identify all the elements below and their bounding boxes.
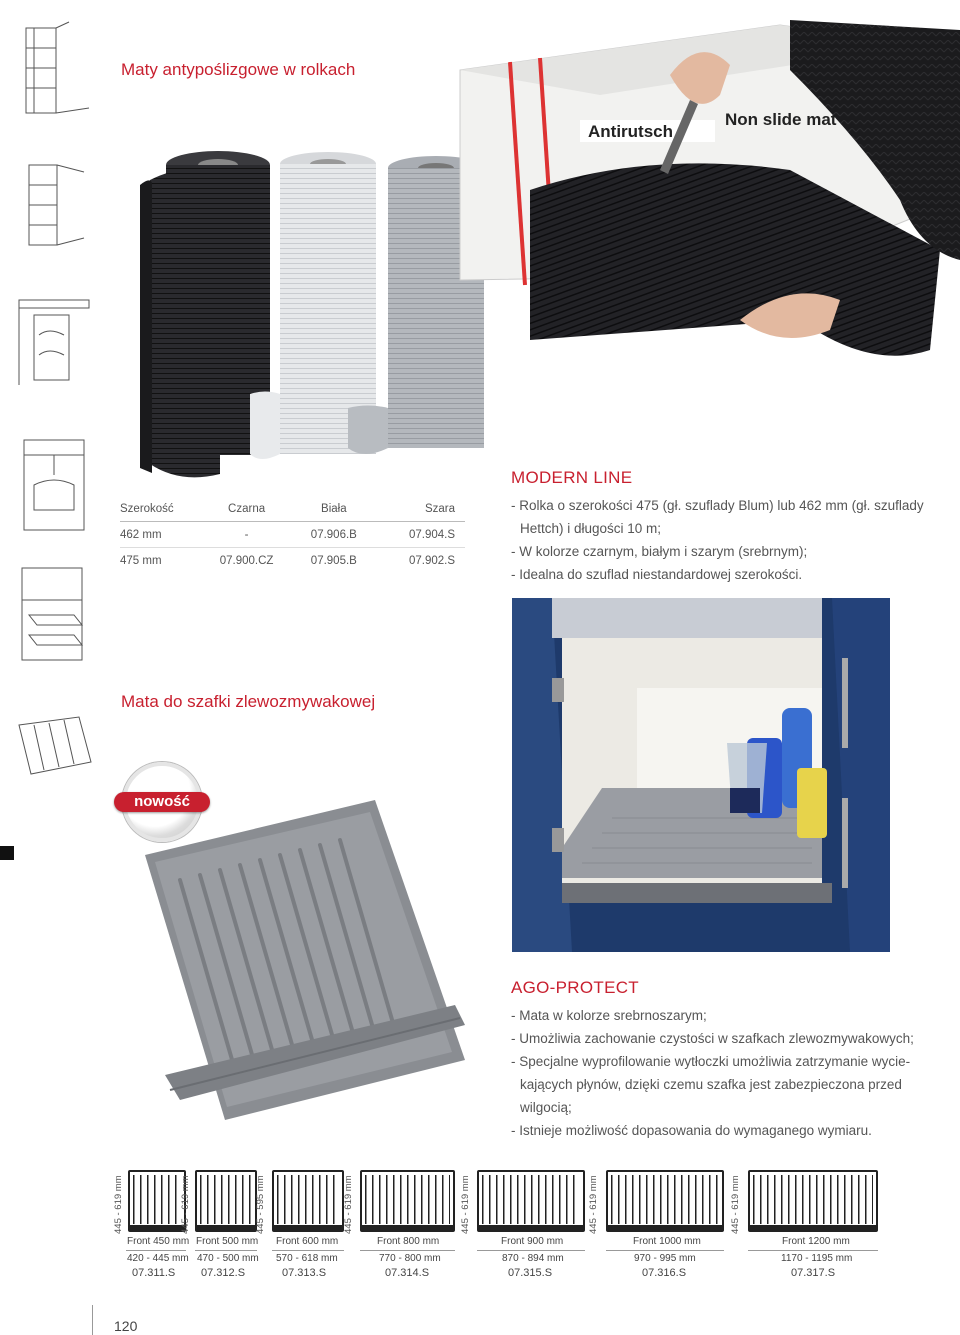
spec-header-grey: Szara — [424, 502, 455, 515]
depth-label: 445 - 619 mm — [730, 1175, 741, 1234]
spec-cell: 07.904.S — [408, 528, 455, 541]
front-size: Front 500 mm — [196, 1236, 259, 1247]
depth-label: 445 - 619 mm — [460, 1175, 471, 1234]
depth-label: 445 - 619 mm — [343, 1175, 354, 1234]
mat-box-photo — [440, 0, 960, 390]
front-range: 570 - 618 mm — [276, 1253, 338, 1264]
list-item: - Rolka o szerokości 475 (gł. szuflady Blum) lub 462 mm (gł. szuflady — [511, 498, 924, 513]
product-code: 07.317.S — [791, 1267, 836, 1279]
spec-cell: 475 mm — [120, 554, 162, 567]
front-range: 470 - 500 mm — [197, 1253, 259, 1264]
depth-label: 445 - 619 mm — [180, 1175, 191, 1234]
depth-label: 445 - 619 mm — [588, 1175, 599, 1234]
sidebar-sketch-cabinet — [14, 160, 94, 250]
sink-cabinet-photo — [512, 598, 890, 952]
sink-mat-photo — [125, 800, 465, 1125]
front-size: Front 600 mm — [276, 1236, 339, 1247]
mat-rack-450 — [128, 1170, 186, 1232]
sidebar-sketch-pantry — [14, 18, 94, 118]
product-code: 07.313.S — [282, 1267, 327, 1279]
sidebar-sketch-cutlery — [14, 705, 94, 795]
list-item: Hettch) i długości 10 m; — [520, 521, 662, 536]
list-item: wilgocią; — [520, 1100, 572, 1115]
sidebar-sketch-corner — [14, 290, 94, 390]
front-range: 870 - 894 mm — [502, 1253, 564, 1264]
mat-rack-800 — [360, 1170, 455, 1232]
spec-row — [120, 548, 465, 573]
product-code: 07.315.S — [508, 1267, 553, 1279]
mat-rack-900 — [477, 1170, 585, 1232]
spec-header-black: Czarna — [228, 502, 266, 515]
box-label-de: Antirutsch — [588, 122, 673, 141]
list-item: - Istnieje możliwość dopasowania do wymaganego wymiaru. — [511, 1123, 872, 1138]
product-code: 07.316.S — [642, 1267, 687, 1279]
front-range: 970 - 995 mm — [634, 1253, 696, 1264]
ago-protect-heading: AGO-PROTECT — [511, 978, 639, 997]
ago-protect-list — [511, 1004, 914, 1142]
product-code: 07.312.S — [201, 1267, 246, 1279]
spec-header-white: Biała — [321, 502, 347, 515]
list-item: - Idealna do szuflad niestandardowej szerokości. — [511, 567, 803, 582]
spec-cell: 07.900.CZ — [219, 554, 274, 567]
box-label-en: Non slide mat — [725, 110, 837, 129]
depth-label: 445 - 595 mm — [255, 1175, 266, 1234]
mat-rack-1000 — [606, 1170, 724, 1232]
section-title-sink-mat: Mata do szafki zlewozmywakowej — [121, 692, 376, 711]
list-item: - Umożliwia zachowanie czystości w szafkach zlewozmywakowych; — [511, 1031, 914, 1046]
front-range: 420 - 445 mm — [127, 1253, 189, 1264]
mat-rack-1200 — [748, 1170, 878, 1232]
list-item: - W kolorze czarnym, białym i szarym (srebrnym); — [511, 544, 808, 559]
spec-cell: 07.905.B — [310, 554, 357, 567]
spec-table — [120, 496, 465, 573]
page-marker — [0, 846, 14, 860]
section-title-rolls: Maty antypoślizgowe w rolkach — [121, 60, 356, 79]
mat-rack-600 — [272, 1170, 344, 1232]
sidebar-sketch-sink — [14, 435, 94, 535]
front-size: Front 800 mm — [377, 1236, 440, 1247]
spec-row — [120, 522, 465, 547]
product-code: 07.314.S — [385, 1267, 430, 1279]
spec-cell: 07.902.S — [408, 554, 455, 567]
spec-cell: 462 mm — [120, 528, 162, 541]
new-badge-label: nowość — [114, 792, 210, 812]
front-size: Front 900 mm — [501, 1236, 564, 1247]
sidebar-sketch-drawers — [14, 560, 94, 665]
front-range: 1170 - 1195 mm — [781, 1253, 853, 1264]
product-code: 07.311.S — [132, 1267, 176, 1279]
spec-cell: 07.906.B — [310, 528, 357, 541]
mat-rack-500 — [195, 1170, 257, 1232]
list-item: kających płynów, dzięki czemu szafka jest zabezpieczona przed — [520, 1077, 902, 1092]
spec-cell: - — [244, 528, 249, 541]
modern-line-heading: MODERN LINE — [511, 468, 633, 487]
front-size: Front 1000 mm — [633, 1236, 701, 1247]
list-item: - Mata w kolorze srebrnoszarym; — [511, 1008, 707, 1023]
list-item: - Specjalne wyprofilowanie wytłoczki umożliwia zatrzymanie wycie- — [511, 1054, 911, 1069]
spec-header-row — [120, 496, 465, 521]
modern-line-list — [511, 494, 931, 586]
spec-header-width: Szerokość — [120, 502, 174, 515]
front-size: Front 1200 mm — [782, 1236, 850, 1247]
front-range: 770 - 800 mm — [379, 1253, 441, 1264]
front-size: Front 450 mm — [127, 1236, 190, 1247]
depth-label: 445 - 619 mm — [113, 1175, 124, 1234]
page-number: 120 — [114, 1318, 138, 1334]
